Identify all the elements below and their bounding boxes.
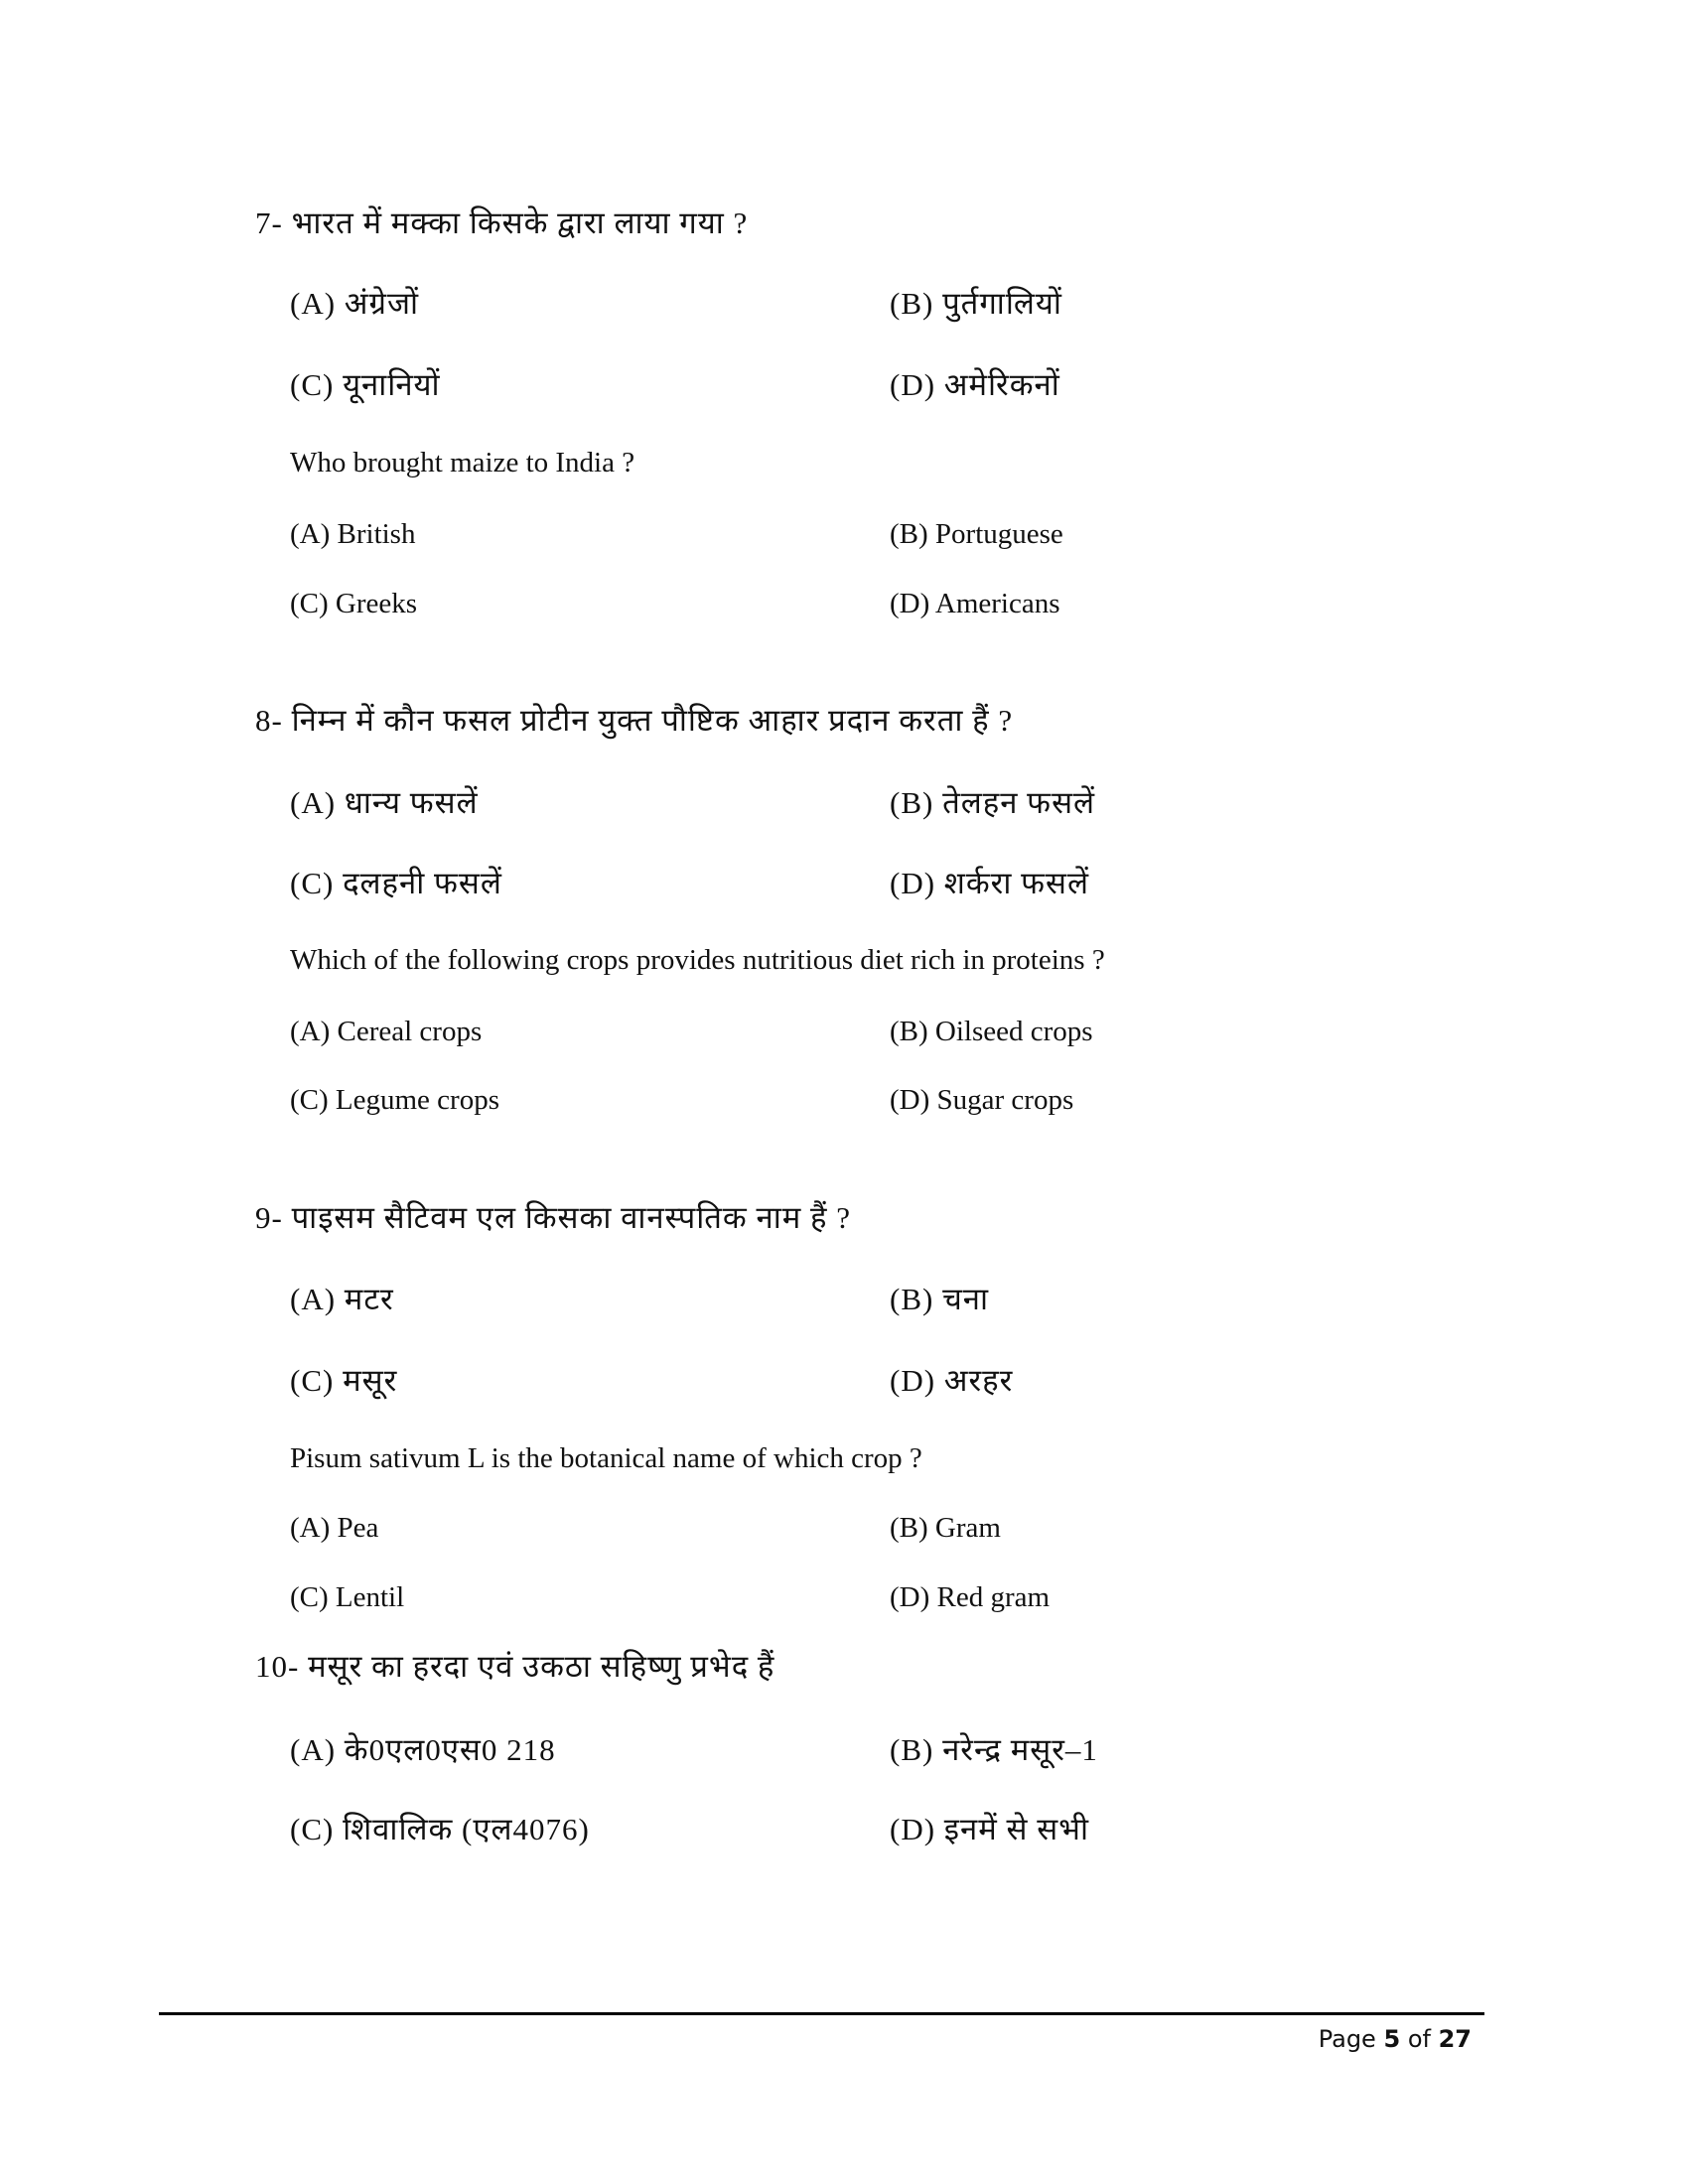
- question-english: Who brought maize to India ?: [290, 447, 635, 478]
- option-c: (C) शिवालिक (एल4076): [290, 1812, 590, 1846]
- option-c-en: (C) Legume crops: [290, 1084, 499, 1116]
- page-prefix: Page: [1318, 2025, 1376, 2053]
- option-b: (B) पुर्तगालियों: [890, 286, 1062, 321]
- option-c-en: (C) Greeks: [290, 588, 418, 619]
- question-hindi: 7- भारत में मक्का किसके द्वारा लाया गया ?: [255, 205, 749, 240]
- option-a-en: (A) Pea: [290, 1512, 379, 1544]
- question-hindi: 10- मसूर का हरदा एवं उकठा सहिष्णु प्रभेद हैं: [255, 1649, 775, 1684]
- option-b: (B) नरेन्द्र मसूर–1: [890, 1732, 1098, 1767]
- option-b-en: (B) Portuguese: [890, 518, 1063, 550]
- option-a: (A) धान्य फसलें: [290, 785, 479, 820]
- option-a-en: (A) Cereal crops: [290, 1016, 483, 1047]
- option-c: (C) यूनानियों: [290, 367, 441, 402]
- option-b-en: (B) Gram: [890, 1512, 1001, 1544]
- footer-divider: [159, 2012, 1484, 2015]
- option-c-en: (C) Lentil: [290, 1581, 405, 1613]
- option-d-en: (D) Sugar crops: [890, 1084, 1074, 1116]
- question-hindi: 9- पाइसम सैटिवम एल किसका वानस्पतिक नाम हैं ?: [255, 1200, 851, 1235]
- option-b-en: (B) Oilseed crops: [890, 1016, 1093, 1047]
- option-d-en: (D) Americans: [890, 588, 1060, 619]
- question-hindi: 8- निम्न में कौन फसल प्रोटीन युक्त पौष्टिक आहार प्रदान करता हैं ?: [255, 703, 1014, 738]
- option-b: (B) चना: [890, 1282, 989, 1316]
- option-c: (C) दलहनी फसलें: [290, 866, 502, 900]
- option-d-en: (D) Red gram: [890, 1581, 1051, 1613]
- page-of: of: [1407, 2025, 1431, 2053]
- option-a-en: (A) British: [290, 518, 416, 550]
- option-d: (D) अमेरिकनों: [890, 367, 1060, 402]
- question-english: Which of the following crops provides nutritious diet rich in proteins ?: [290, 944, 1105, 976]
- page-number: [1319, 2025, 1472, 2053]
- option-b: (B) तेलहन फसलें: [890, 785, 1096, 820]
- total-pages: 27: [1438, 2025, 1472, 2053]
- option-a: (A) के0एल0एस0 218: [290, 1732, 556, 1767]
- question-english: Pisum sativum L is the botanical name of which crop ?: [290, 1442, 922, 1474]
- option-d: (D) अरहर: [890, 1363, 1014, 1398]
- option-a: (A) मटर: [290, 1282, 394, 1316]
- current-page: 5: [1383, 2025, 1401, 2053]
- option-a: (A) अंग्रेजों: [290, 286, 419, 321]
- option-d: (D) शर्करा फसलें: [890, 866, 1090, 900]
- option-c: (C) मसूर: [290, 1363, 398, 1398]
- option-d: (D) इनमें से सभी: [890, 1812, 1089, 1846]
